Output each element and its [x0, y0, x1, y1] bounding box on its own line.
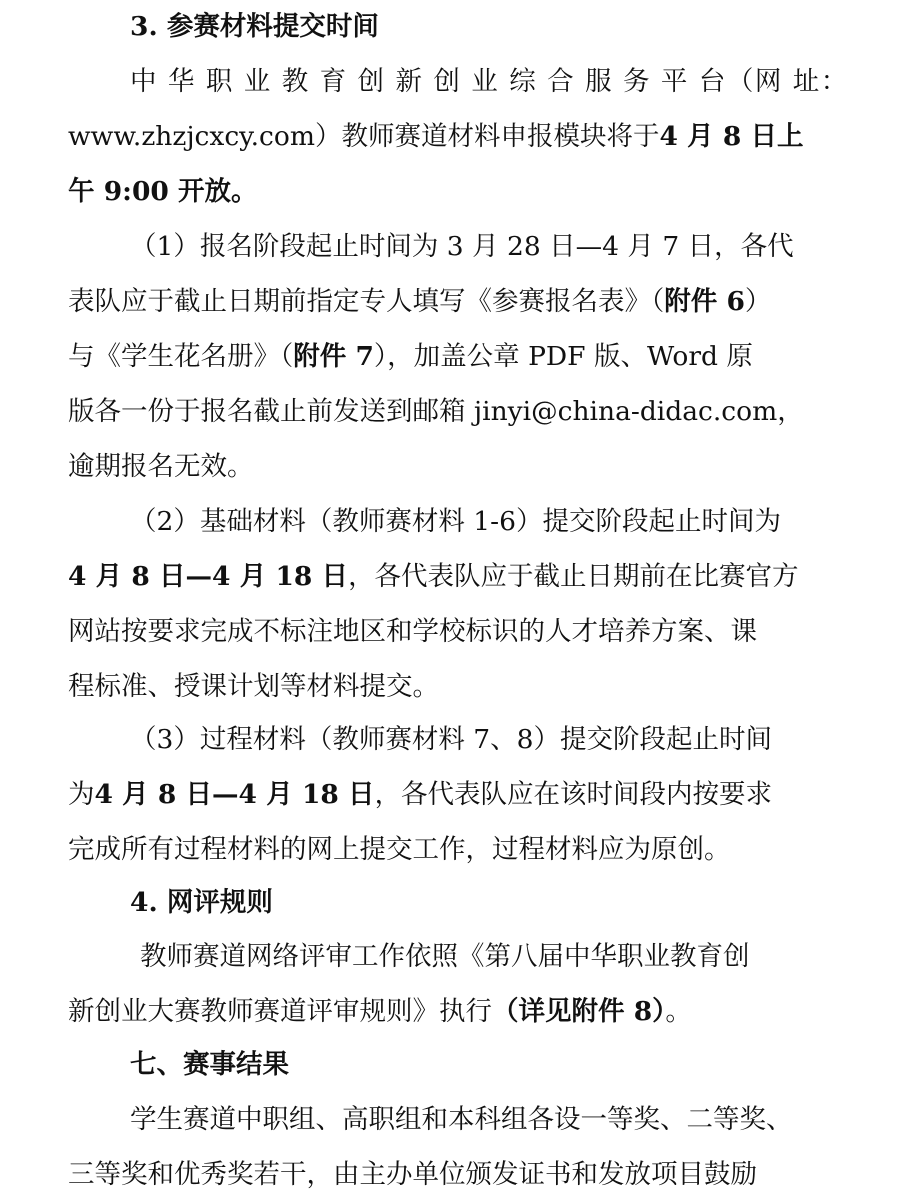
item1-line2-text: 表队应于截止日期前指定专人填写《参赛报名表》（ [68, 286, 665, 317]
item2-line2 [68, 557, 858, 597]
para1-line3 [68, 172, 858, 212]
item1-line3-text: 与《学生花名册》（ [68, 341, 294, 372]
para1-line2-text: www.zhzjcxcy.com）教师赛道材料申报模块将于 [68, 121, 660, 152]
section4-line2-period: 。 [665, 996, 692, 1027]
section-3-heading [130, 7, 918, 47]
item1-line4-text: 版各一份于报名截止前发送到邮箱 jinyi@china-didac.com， [68, 396, 804, 427]
section-4-heading-text: 4. 网评规则 [130, 887, 273, 918]
item1-line4 [68, 392, 858, 432]
para1-line1 [130, 62, 858, 102]
item1-attachment6: 附件 6 [664, 286, 745, 317]
section4-line2 [68, 992, 858, 1032]
section7-line2 [68, 1155, 858, 1195]
item3-line3 [68, 830, 858, 870]
para1-line3-text: 午 9:00 开放。 [68, 176, 258, 207]
section4-line1-text: 教师赛道网络评审工作依照《第八届中华职业教育创 [140, 941, 750, 972]
item1-line5 [68, 447, 858, 487]
section7-line1 [130, 1100, 858, 1140]
para1-date-emphasis: 4 月 8 日上 [659, 121, 804, 152]
item3-line2-text: ，各代表队应在该时间段内按要求 [374, 779, 773, 810]
section-7-heading [130, 1045, 918, 1085]
item3-line3-text: 完成所有过程材料的网上提交工作，过程材料应为原创。 [68, 834, 731, 865]
item2-line2-text: ，各代表队应于截止日期前在比赛官方 [348, 561, 799, 592]
section-7-heading-text: 七、赛事结果 [130, 1049, 289, 1080]
item1-attachment7: 附件 7 [293, 341, 374, 372]
para1-line2 [68, 117, 858, 157]
item1-line5-text: 逾期报名无效。 [68, 451, 254, 482]
item3-line2-prefix: 为 [68, 779, 95, 810]
section4-line2-text: 新创业大赛教师赛道评审规则》执行 [68, 996, 492, 1027]
section7-line1-text: 学生赛道中职组、高职组和本科组各设一等奖、二等奖、 [130, 1104, 793, 1135]
section7-line2-text: 三等奖和优秀奖若干，由主办单位颁发证书和发放项目鼓励 [68, 1159, 757, 1190]
item1-line1 [130, 227, 858, 267]
section-4-heading [130, 883, 918, 923]
item1-line1-text: （1）报名阶段起止时间为 3 月 28 日—4 月 7 日，各代 [130, 231, 794, 262]
item1-line2 [68, 282, 858, 322]
item2-line4-text: 程标准、授课计划等材料提交。 [68, 671, 439, 702]
item3-line1 [130, 720, 858, 760]
item2-line3-text: 网站按要求完成不标注地区和学校标识的人才培养方案、课 [68, 616, 757, 647]
section4-attachment8: （详见附件 8） [492, 996, 666, 1027]
section-3-heading-text: 3. 参赛材料提交时间 [130, 11, 379, 42]
item2-line1 [130, 502, 858, 542]
section4-line1 [140, 937, 858, 977]
item2-line1-text: （2）基础材料（教师赛材料 1-6）提交阶段起止时间为 [130, 506, 781, 537]
item2-date-range: 4 月 8 日—4 月 18 日 [68, 561, 349, 592]
item3-line1-text: （3）过程材料（教师赛材料 7、8）提交阶段起止时间 [130, 724, 773, 755]
item2-line4 [68, 667, 858, 707]
item3-date-range: 4 月 8 日—4 月 18 日 [94, 779, 375, 810]
para1-line1-text: 中 华 职 业 教 育 创 新 创 业 综 合 服 务 平 台（网 址： [130, 66, 849, 97]
item2-line3 [68, 612, 858, 652]
item1-line3 [68, 337, 858, 377]
item1-line2-close: ） [744, 286, 772, 317]
item1-line3-rest: ），加盖公章 PDF 版、Word 原 [373, 341, 753, 372]
item3-line2 [68, 775, 858, 815]
